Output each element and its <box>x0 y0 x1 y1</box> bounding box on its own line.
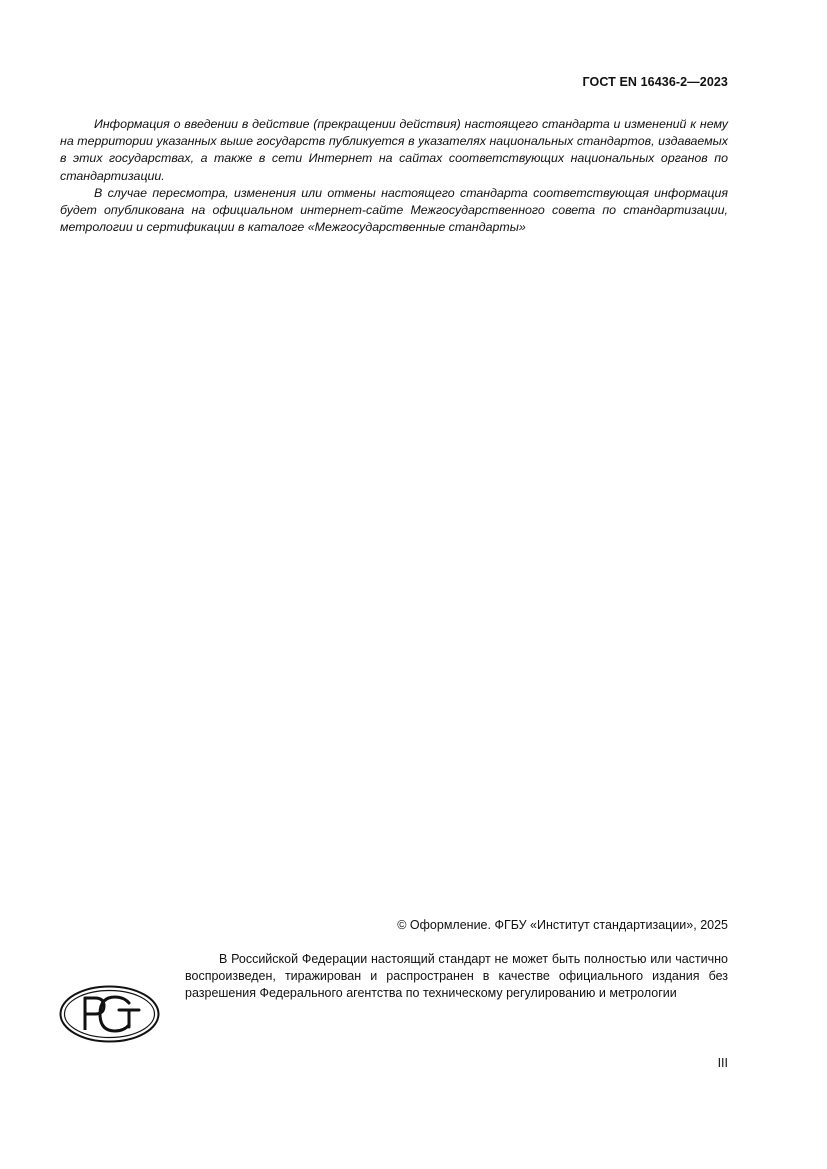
rst-certification-mark-icon <box>59 985 160 1043</box>
page-number: III <box>717 1056 728 1070</box>
intro-text-block <box>60 116 728 236</box>
rights-notice <box>185 951 728 1002</box>
intro-paragraph: Информация о введении в действие (прекращении действия) настоящего стандарта и изменений к нему на территории указанных выше государств публикуется в указателях национальных стандартов, издаваемых в этих государствах, а также в сети Интернет на сайтах соответствующих национальных органов по стандартизации. <box>60 117 728 183</box>
intro-paragraph: В случае пересмотра, изменения или отмены настоящего стандарта соответствующая информация будет опубликована на официальном интернет-сайте Межгосударственного совета по стандартизации, метрологии и сертификации в каталоге «Межгосударственные стандарты» <box>60 185 728 235</box>
standard-code: ГОСТ EN 16436-2—2023 <box>582 75 728 89</box>
rights-notice-text: В Российской Федерации настоящий стандарт не может быть полностью или частично воспроизведен, тиражирован и распространен в качестве официального издания без разрешения Федерального агентства по техническому регулированию и метрологии <box>185 952 728 1000</box>
copyright-line: © Оформление. ФГБУ «Институт стандартизации», 2025 <box>397 918 728 932</box>
